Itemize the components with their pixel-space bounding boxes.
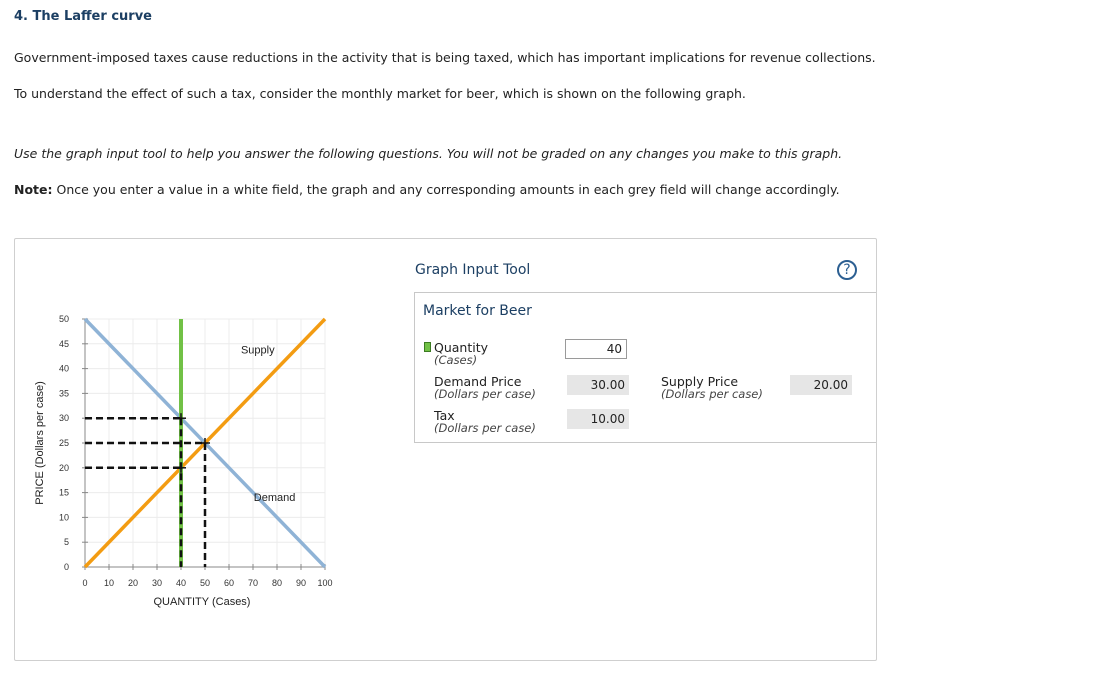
x-tick-label: 20 xyxy=(127,578,139,588)
demand-price-label xyxy=(434,375,536,401)
y-tick-label: 20 xyxy=(58,462,69,473)
supply-price-label-text: Supply Price xyxy=(661,374,739,389)
quantity-label-text: Quantity xyxy=(434,340,489,355)
supply-price-unit: (Dollars per case) xyxy=(661,387,763,401)
tax-field: 10.00 xyxy=(567,409,629,429)
y-tick-label: 50 xyxy=(58,314,69,324)
x-tick-label: 100 xyxy=(317,578,333,588)
supply-label: Supply xyxy=(240,344,275,357)
demand-price-field: 30.00 xyxy=(567,375,629,395)
tax-label xyxy=(434,409,536,435)
market-title: Market for Beer xyxy=(423,303,532,319)
quantity-unit: (Cases) xyxy=(434,353,478,367)
x-tick-label: 80 xyxy=(271,578,283,588)
quantity-label xyxy=(434,341,488,367)
x-tick-label: 40 xyxy=(175,578,187,588)
y-tick-label: 30 xyxy=(58,413,69,424)
y-axis-label: PRICE (Dollars per case) xyxy=(34,381,46,505)
x-tick-label: 50 xyxy=(199,578,211,588)
help-icon[interactable]: ? xyxy=(837,260,857,280)
demand-price-label-text: Demand Price xyxy=(434,374,522,389)
y-tick-label: 10 xyxy=(58,512,69,523)
x-tick-label: 60 xyxy=(223,578,235,588)
note-text xyxy=(14,182,840,197)
demand-label: Demand xyxy=(253,492,296,505)
intro-paragraph: Government-imposed taxes cause reductions in the activity that is being taxed, which has important implications for revenue collections. xyxy=(14,50,876,65)
graph-panel xyxy=(14,238,877,661)
note-body: Once you enter a value in a white field, the graph and any corresponding amounts in each grey field will change accordingly. xyxy=(52,182,840,197)
quantity-color-swatch xyxy=(424,342,431,352)
demand-price-unit: (Dollars per case) xyxy=(434,387,536,401)
tax-label-text: Tax xyxy=(434,408,455,423)
x-axis-label: QUANTITY (Cases) xyxy=(153,596,251,608)
x-tick-label: 90 xyxy=(295,578,307,588)
tax-unit: (Dollars per case) xyxy=(434,421,536,435)
y-tick-label: 35 xyxy=(58,388,69,399)
beer-market-chart[interactable] xyxy=(15,239,415,660)
market-input-box xyxy=(414,292,876,443)
note-label: Note: xyxy=(14,182,53,197)
y-tick-label: 5 xyxy=(63,537,69,548)
y-tick-label: 40 xyxy=(58,363,69,374)
context-paragraph: To understand the effect of such a tax, consider the monthly market for beer, which is shown on the following graph. xyxy=(14,86,746,101)
question-title: 4. The Laffer curve xyxy=(14,9,152,24)
y-tick-label: 25 xyxy=(58,438,69,448)
x-tick-label: 0 xyxy=(82,578,88,588)
supply-price-field: 20.00 xyxy=(790,375,852,395)
instruction-text: Use the graph input tool to help you answer the following questions. You will not be graded on any changes you make to this graph. xyxy=(14,146,843,161)
graph-input-tool-title: Graph Input Tool xyxy=(415,262,531,278)
x-tick-label: 10 xyxy=(103,578,115,588)
y-tick-label: 15 xyxy=(58,487,69,498)
supply-price-label xyxy=(661,375,763,401)
x-tick-label: 30 xyxy=(151,578,163,588)
x-tick-label: 70 xyxy=(247,578,259,588)
quantity-input[interactable] xyxy=(565,339,627,359)
y-tick-label: 0 xyxy=(63,562,69,572)
y-tick-label: 45 xyxy=(58,338,69,349)
